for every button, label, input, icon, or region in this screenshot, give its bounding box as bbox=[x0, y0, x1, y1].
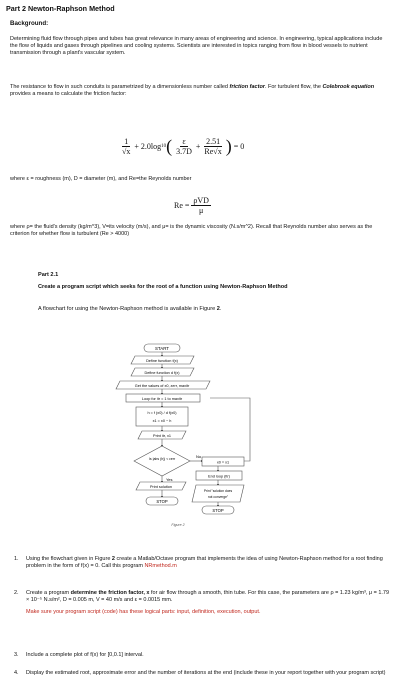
eq1-term1-den: 3.7D bbox=[176, 146, 192, 156]
flow-note-a: A flowchart for using the Newton-Raphson method is available in Figure bbox=[38, 306, 217, 312]
q2-text-c: for air flow through a smooth, thin tube. For this case, the parameters are ρ = 1.23 kg/m³, μ = 1.79 × 10⁻⁵ N.s/m², D = 0.005 m, V = 40 m/s and ε = 0.0015 mm. bbox=[26, 590, 390, 603]
decision-diamond bbox=[134, 446, 190, 476]
eq1-lhs-den: √x bbox=[122, 146, 131, 156]
q1-text-c: create a Matlab/Octave program that implements the idea of using Newton-Raphson method for a root finding problem in the form of f(x) = 0. Call this program bbox=[26, 556, 383, 569]
question-4-number: 4. bbox=[14, 670, 19, 676]
para2-text-a: The resistance to flow in such conduits is parametrized by a dimensionless number called bbox=[10, 84, 230, 90]
question-2 bbox=[14, 590, 392, 616]
eq1-lhs-num: 1 bbox=[124, 136, 129, 146]
q1-fig-ref: 2 bbox=[111, 556, 115, 562]
part21-heading: Part 2.1 bbox=[38, 272, 59, 278]
define-f-label: Define function f(x) bbox=[146, 359, 178, 363]
eq2-num: ρVD bbox=[193, 195, 209, 205]
process-box bbox=[136, 407, 188, 426]
eq1-rhs: = 0 bbox=[233, 141, 245, 151]
question-3-number: 3. bbox=[14, 652, 19, 658]
print-itr-label: Print itr, x1 bbox=[153, 434, 171, 438]
eq1-term2-den: Re√x bbox=[204, 146, 222, 156]
flow-note-fig: 2 bbox=[216, 306, 220, 312]
eq1-log-sub: 10 bbox=[161, 143, 167, 149]
no-label: No bbox=[196, 454, 202, 459]
end-loop-label: End loop (itr) bbox=[208, 474, 230, 479]
eq2-den: μ bbox=[199, 205, 204, 215]
background-heading: Background: bbox=[10, 20, 49, 27]
where-density: where ρ= the fluid's density (kg/m^3), V=its velocity (m/s), and μ= is the dynamic viscosity (N.s/m^2). Recall that Reynolds number also serves as the criterion for whether flow is turbulent (Re > 4000) bbox=[10, 224, 373, 238]
eq1-paren-open: ( bbox=[166, 135, 173, 156]
stop-label-2: STOP bbox=[212, 508, 224, 513]
assign-label: x0 = x1 bbox=[216, 460, 230, 465]
eq2-lhs: Re = bbox=[174, 200, 190, 210]
q1-program-name: NRmethod.m bbox=[144, 563, 177, 569]
not-converge-label-line1: Print "solution does bbox=[203, 489, 233, 493]
where-roughness: where ε = roughness (m), D = diameter (m), and Re=the Reynolds number bbox=[10, 176, 192, 182]
step-h-label: h = f (x0) / d f(x0) bbox=[147, 411, 177, 415]
q2-bold: determine the friction factor, x bbox=[70, 590, 150, 596]
eq1-coef: + 2.0log bbox=[134, 141, 162, 151]
eq1-plus: + bbox=[195, 141, 201, 151]
not-converge-box bbox=[192, 485, 244, 502]
friction-factor-term: friction factor bbox=[229, 84, 265, 90]
background-paragraph-1: Determining fluid flow through pipes and tubes has great relevance in many areas of engineering and science. In engineering, typical applications include the flow of liquids and gases through pipelines and cooling systems. Scientists are interested in topics ranging from flow in blood vessels to nutrient transmission through a plant's vascular system. bbox=[10, 36, 383, 57]
colebrook-term: Colebrook equation bbox=[322, 84, 375, 90]
para2-text-c: . For turbulent flow, the bbox=[264, 84, 323, 90]
part21-task: Create a program script which seeks for the root of a function using Newton-Raphson Method bbox=[38, 284, 288, 290]
print-solution-label: Print solution bbox=[150, 485, 172, 489]
question-2-number: 2. bbox=[14, 590, 19, 596]
eq1-paren-close: ) bbox=[225, 135, 232, 156]
question-1-number: 1. bbox=[14, 556, 19, 562]
q3-text: Include a complete plot of f(x) for [0,0.1] interval. bbox=[26, 652, 144, 658]
eq1-term1-num: ε bbox=[182, 136, 186, 146]
stop-label-1: STOP bbox=[156, 499, 168, 504]
define-df-label: Define function d f(x) bbox=[144, 371, 180, 375]
q2-text-a: Create a program bbox=[26, 590, 71, 596]
not-converge-label-line2: not converge" bbox=[207, 495, 229, 499]
part-title: Part 2 Newton-Raphson Method bbox=[6, 4, 115, 13]
q2-requirement: Make sure your program script (code) has these logical parts: input, definition, execution, output. bbox=[26, 609, 261, 615]
question-3 bbox=[14, 652, 392, 659]
q1-text-a: Using the flowchart given in Figure bbox=[26, 556, 112, 562]
question-4 bbox=[14, 670, 392, 677]
flow-note-c: . bbox=[219, 306, 222, 312]
eq1-term2-num: 2.51 bbox=[206, 136, 221, 146]
para2-text-e: provides a means to calculate the friction factor: bbox=[10, 91, 127, 98]
q4-text: Display the estimated root, approximate error and the number of iterations at the end (include these in your report together with your program script) bbox=[26, 670, 386, 676]
figure-caption: Figure 2 bbox=[171, 523, 185, 527]
loop-label: Loop for itr = 1 to maxitr bbox=[141, 397, 183, 401]
step-x-label: x1 = x0 − h bbox=[152, 419, 172, 423]
yes-label: Yes bbox=[166, 477, 173, 482]
get-values-label: Get the values of x0, εerr, maxitr bbox=[134, 384, 190, 388]
decision-label: Is |abs (h)| < εerr bbox=[148, 457, 176, 461]
start-label: START bbox=[155, 346, 169, 351]
question-1 bbox=[14, 556, 392, 570]
